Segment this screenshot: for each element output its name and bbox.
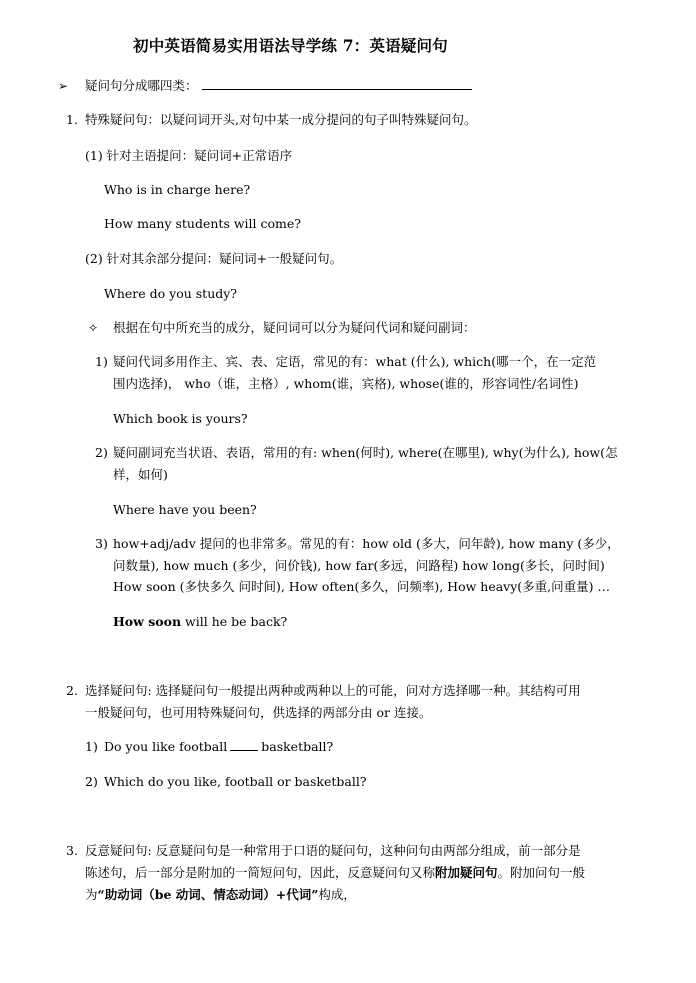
- answer-blank[interactable]: [202, 77, 472, 90]
- item-3-line: How soon (多快多久 问时间), How often(多久，问频率), How heavy(多重,问重量) …: [113, 579, 611, 594]
- section-3-line: [85, 884, 356, 906]
- item-1-line: 围内选择)， who（谁，主格）, whom(谁，宾格), whose(谁的，形容词性/名词性): [113, 376, 579, 391]
- example-sentence: Where have you been?: [113, 502, 257, 517]
- section-1-heading: 特殊疑问句：以疑问词开头,对句中某一成分提问的句子叫特殊疑问句。: [85, 112, 477, 127]
- section-2-number: 2.: [66, 683, 78, 698]
- example-sentence: [113, 611, 287, 633]
- note-text: 根据在句中所充当的成分，疑问词可以分为疑问代词和疑问副词：: [113, 320, 476, 335]
- line-text: 为: [85, 887, 98, 902]
- fill-blank-sentence: [104, 736, 333, 758]
- example-sentence: Which do you like, football or basketball?: [104, 774, 367, 789]
- section-2-line: 选择疑问句: 选择疑问句一般提出两种或两种以上的可能，问对方选择哪一种。其结构可用: [85, 683, 581, 698]
- example-sentence: How many students will come?: [104, 216, 301, 231]
- sentence-end: basketball?: [261, 739, 334, 754]
- arrow-bullet-icon: ➢: [58, 79, 69, 93]
- page-title: 初中英语简易实用语法导学练 7：英语疑问句: [133, 36, 448, 55]
- part-2-label: (2) 针对其余部分提问：疑问词+一般疑问句。: [85, 251, 343, 266]
- line-text: 陈述句，后一部分是附加的一简短问句，因此，反意疑问句又称: [85, 865, 436, 880]
- section-3-number: 3.: [66, 843, 78, 858]
- line-text: 。附加问句一般: [497, 865, 586, 880]
- example-rest: will he be back?: [181, 614, 288, 629]
- example-2-number: 2): [85, 774, 98, 789]
- item-3-line: 问数量), how much (多少，问价钱), how far(多远，问路程) how long(多长，问时间): [113, 558, 605, 573]
- section-2-line: 一般疑问句，也可用特殊疑问句，供选择的两部分由 or 连接。: [85, 705, 432, 720]
- item-1-number: 1): [95, 354, 108, 369]
- item-2-line: 疑问副词充当状语、表语，常用的有: when(何时), where(在哪里), why(为什么), how(怎: [113, 445, 618, 460]
- intro-text: 疑问句分成哪四类：: [85, 78, 198, 93]
- item-2-number: 2): [95, 445, 108, 460]
- part-1-label: (1) 针对主语提问：疑问词+正常语序: [85, 148, 293, 163]
- item-1-line: 疑问代词多用作主、宾、表、定语，常见的有：what (什么), which(哪一个，在一定范: [113, 354, 597, 369]
- item-2-line: 样，如何): [113, 467, 168, 482]
- example-sentence: Who is in charge here?: [104, 182, 251, 197]
- bold-phrase: How soon: [113, 614, 182, 629]
- line-text: 构成，: [318, 887, 356, 902]
- example-sentence: Which book is yours?: [113, 411, 248, 426]
- sentence-start: Do you like football: [104, 739, 228, 754]
- item-3-line: how+adj/adv 提问的也非常多。常见的有：how old (多大，问年龄), how many (多少，: [113, 536, 620, 551]
- bold-term: 附加疑问句: [435, 865, 498, 880]
- item-3-number: 3): [95, 536, 108, 551]
- bold-term: “助动词（be 动词、情态动词）+代词”: [97, 887, 319, 902]
- answer-blank[interactable]: [230, 740, 258, 751]
- section-3-line: 反意疑问句: 反意疑问句是一种常用于口语的疑问句，这种问句由两部分组成，前一部分是: [85, 843, 581, 858]
- section-3-line: [85, 862, 585, 884]
- diamond-bullet-icon: ✧: [88, 321, 99, 335]
- section-1-number: 1.: [66, 112, 78, 127]
- example-sentence: Where do you study?: [104, 286, 238, 301]
- intro-question: [85, 75, 472, 97]
- example-1-number: 1): [85, 739, 98, 754]
